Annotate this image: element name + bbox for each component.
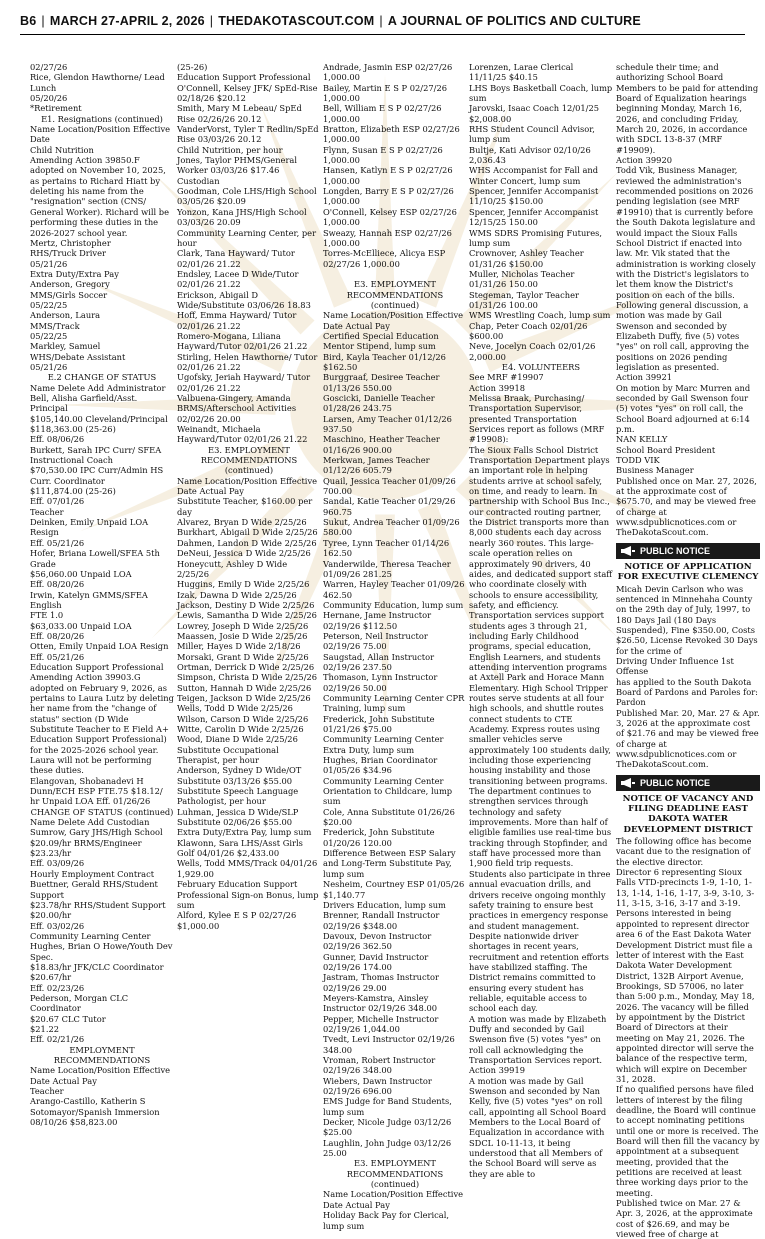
notice-text-line: Name Delete Add Administrator [30, 382, 166, 393]
notice-text-line: Flynn, Susan E S P 02/27/26 1,000.00 [323, 144, 446, 166]
notice-text-line: E3. EMPLOYMENT RECOMMENDATIONS (continued) [200, 444, 300, 476]
notice-text-line: See MRF #19907 [469, 372, 544, 383]
notice-text-line: Buettner, Gerald RHS/Student Support [30, 879, 161, 900]
notice-text-line: Irwin, Katelyn GMMS/SFEA English [30, 589, 151, 610]
notice-text-line: Pederson, Morgan CLC Coordinator [30, 992, 131, 1014]
notice-text-line: Nesheim, Courtney ESP 01/05/26 $1,140.77 [323, 879, 467, 900]
notice-text-line: Weinandt, Michaela Hayward/Tutor 02/01/26 21.22 [177, 424, 308, 445]
notice-text-line: Sumrow, Gary JHS/High School [30, 827, 163, 838]
notice-text-line: Name Location/Position Effective Date [30, 124, 173, 145]
notice-text-line: (25-26) [177, 62, 208, 72]
notice-text-line: Pepper, Michelle Instructor 02/19/26 1,044.00 [323, 1013, 441, 1034]
notice-text-line: EMS Judge for Band Students, lump sum [323, 1096, 455, 1117]
notice-text-line: Witte, Carolin D Wide 2/25/26 [177, 724, 304, 734]
notice-text-line: $18.83/hr JFK/CLC Coordinator [30, 961, 164, 972]
notice-text-line: $20.09/hr BRMS/Engineer [30, 837, 142, 848]
notice-text-line: Erickson, Abigail D Wide/Substitute 03/06/26 18.83 [177, 289, 311, 310]
notice-text-line: Micah Devin Carlson who was sentenced in Minnehaha County on the 29th day of July, 1997, to 180 Days Jail (180 Days Suspended), Fine $350.00, Costs $26.50, License Revoked 30 Days for the crime of [616, 583, 761, 656]
notice-text-line: MMS/Track [30, 320, 80, 331]
notice-text-line: $20.67/hr [30, 972, 72, 983]
notice-text-line: Deinken, Emily Unpaid LOA Resign [30, 517, 151, 538]
notice-text-line: Chap, Peter Coach 02/01/26 $600.00 [469, 320, 591, 341]
notice-text-line: Wells, Todd D Wide 2/25/26 [177, 703, 293, 714]
notice-text-line: Sandal, Katie Teacher 01/29/26 960.75 [323, 496, 458, 517]
notice-text-line: Luhman, Jessica D Wide/SLP Substitute 02/06/26 $55.00 [177, 806, 302, 828]
notice-text-line: Morsaki, Grant D Wide 2/25/26 [177, 651, 309, 662]
notice-text-line: Eff. 03/02/26 [30, 920, 85, 931]
notice-text-line: Smith, Mary M Lebeau/ SpEd Rise 02/26/26 20.12 [177, 103, 305, 124]
notice-text-line: Gunner, David Instructor 02/19/26 174.00 [323, 951, 431, 972]
notice-text-line: Bird, Kayla Teacher 01/12/26 $162.50 [323, 351, 449, 372]
notice-text-line: Yonzon, Kana JHS/High School 03/03/26 20.09 [177, 206, 310, 228]
notice-text-line: Sukut, Andrea Teacher 01/09/26 580.00 [323, 517, 463, 538]
notice-text-line: Name Location/Position Effective Date Actual Pay [30, 1065, 173, 1086]
notice-text-line: Lorenzen, Larae Clerical 11/11/25 $40.15 [469, 62, 576, 83]
notice-text-line [323, 269, 467, 279]
notice-text-line: Holiday Back Pay for Clerical, lump sum [323, 1210, 452, 1231]
notice-text-line: MMS/Girls Soccer [30, 289, 108, 300]
notice-text-line: Hoff, Emma Hayward/ Tutor 02/01/26 21.22 [177, 310, 299, 331]
notice-text-line: Bultje, Kati Advisor 02/10/26 2,036.43 [469, 144, 594, 166]
notice-text-line: Name Location/Position Effective Date Actual Pay [323, 310, 466, 331]
notice-text-line: Muller, Nicholas Teacher 01/31/26 150.00 [469, 268, 578, 290]
notice-text-line: Saugstad, Allan Instructor 02/19/26 237.50 [323, 651, 437, 672]
notice-text-line: Action 39920 [616, 155, 672, 166]
notice-text-line: $63,033.00 Unpaid LOA [30, 620, 132, 631]
notice-text-line: Name Delete Add Custodian [30, 817, 150, 828]
header-separator: | [209, 14, 214, 28]
notice-text-line: Goscicki, Danielle Teacher 01/28/26 243.75 [323, 393, 438, 414]
notice-text-line: Markley, Samuel [30, 341, 101, 352]
notice-text-line: $21.22 [30, 1023, 60, 1034]
notice-text-line: Sutton, Hannah D Wide 2/25/26 [177, 682, 312, 693]
notice-text-line: Vroman, Robert Instructor 02/19/26 348.00 [323, 1055, 438, 1076]
notice-text-line: Hofer, Briana Lowell/SFEA 5th Grade [30, 548, 163, 569]
notice-text-line: Spencer, Jennifer Accompanist 12/15/25 150.00 [469, 206, 601, 228]
notice-text-line: Vanderwilde, Theresa Teacher 01/09/26 281.25 [323, 558, 454, 579]
notice-text-line: The department continues to strengthen services through technology and safety improvements. More than half of eligible families use real-time bus tracking through Stopfinder, and staff have processed more than 1,900 field trip requests. Students also participate in three annual evacuation drills, and drivers receive ongoing monthly safety training to ensure best practices in emergency response and student management. [469, 786, 614, 931]
notice-text-line: Community Learning Center, per hour [177, 227, 319, 248]
notice-text-line: Neve, Jocelyn Coach 02/01/26 2,000.00 [469, 341, 599, 362]
notice-text-line: Peterson, Neil Instructor 02/19/26 75.00 [323, 630, 431, 652]
notice-text-line: A motion was made by Elizabeth Duffy and seconded by Gail Swenson five (5) votes "yes" on roll call acknowledging the Transportation Services report. [469, 1013, 609, 1065]
notice-text-line: Miller, Hayes D Wide 2/18/26 [177, 641, 301, 652]
notice-text-line: Eff. 02/23/26 [30, 982, 85, 993]
notice-text-line: Frederick, John Substitute 01/21/26 $75.00 [323, 713, 438, 734]
notice-columns [30, 62, 763, 1239]
notice-text-line: E1. Resignations (continued) [41, 113, 163, 124]
notice-title: NOTICE OF APPLICATION FOR EXECUTIVE CLEMENCY [617, 561, 759, 583]
notice-text-line: Eff. 05/21/26 [30, 537, 85, 548]
notice-title: NOTICE OF VACANCY AND FILING DEADLINE EAST DAKOTA WATER DEVELOPMENT DISTRICT [622, 793, 757, 835]
public-notice-label: PUBLIC NOTICE [640, 545, 711, 556]
notice-text-line: Bailey, Martin E S P 02/27/26 1,000.00 [323, 82, 450, 104]
notice-text-line: Action 39919 [469, 1065, 525, 1076]
notice-text-line: Teacher [30, 506, 64, 517]
notice-text-line: February Education Support Professional Sign-on Bonus, lump sum [177, 879, 322, 910]
notice-text-line: Eff. 08/20/26 [30, 579, 85, 590]
notice-text-line: Decker, Nicole Judge 03/12/26 $25.00 [323, 1117, 454, 1138]
notice-text-line: Name Location/Position Effective Date Actual Pay [177, 475, 320, 497]
notice-text-line: Clark, Tana Hayward/ Tutor 02/01/26 21.22 [177, 248, 298, 269]
notice-text-line: $111,874.00 (25-26) [30, 486, 116, 497]
notice-text-line: Merkwan, James Teacher 01/12/26 605.79 [323, 455, 433, 476]
notice-text-line: Published once on Mar. 27, 2026, at the approximate cost of $675.70, and may be viewed free of charge at www.sdpublicnotices.com or TheDakotaScout.com. [616, 475, 760, 538]
column-2 [177, 62, 321, 1130]
notice-text-line: Mertz, Christopher [30, 237, 111, 248]
notice-text-line: TODD VIK [616, 455, 660, 466]
notice-text-line: Extra Duty/Extra Pay, lump sum [177, 827, 312, 838]
notice-text-line: O'Connell, Kelsey JFK/ SpEd-Rise 02/18/26 $20.12 [177, 82, 321, 104]
notice-text-line: Maassen, Josie D Wide 2/25/26 [177, 630, 308, 641]
notice-text-line: Cole, Anna Substitute 01/26/26 $20.00 [323, 806, 458, 828]
notice-text-line: Alvarez, Bryan D Wide 2/25/26 [177, 517, 307, 528]
notice-text-line: E.2 CHANGE OF STATUS [47, 372, 157, 383]
notice-text-line: Todd Vik, Business Manager, reviewed the administration's recommended positions on 2026 pending legislation (see MRF #19910) that is currently before the South Dakota legislature and would impact the Sioux Falls School District if enacted into law. Mr. Vik stated that the administration is working closely with the District's legislators to let them know the District's position on each of the bills. [616, 165, 759, 300]
notice-text-line: Persons interested in being appointed to represent director area 6 of the East Dakota Water Development District must file a letter of interest with the East Dakota Water Development District, 132B Airport Avenue, Brookings, SD 57006, no later than 5:00 p.m., Monday, May 18, 2026. The vacancy will be filled by appointment by the District Board of Directors at their meeting on May 21, 2026. The appointed director will serve the balance of the respective term, which will expire on December 31, 2028. [616, 908, 758, 1084]
notice-text-line: WMS Wrestling Coach, lump sum [469, 310, 611, 321]
notice-text-line: Elangovan, Shobanadevi H Dunn/ECH ESP FTE.75 $18.12/ hr Unpaid LOA Eff. 01/26/26 [30, 775, 166, 807]
notice-text-line: Amending Action 39903.G adopted on February 9, 2026, as pertains to Laura Lutz by deleting her name from the "change of status" section (D Wide Substitute Teacher to E Field A+ Education Support Professional) for the 2025-2026 school year. Laura will not be performing these duties. [30, 672, 177, 776]
notice-text-line: Eff. 08/20/26 [30, 630, 85, 641]
notice-text-line: Jackson, Destiny D Wide 2/25/26 [177, 599, 315, 610]
notice-text-line: Business Manager [616, 465, 694, 476]
notice-text-line: Instructional Coach [30, 455, 114, 466]
notice-text-line: RHS Student Council Advisor, lump sum [469, 124, 598, 145]
notice-text-line: On motion by Marc Murren and seconded by Gail Swenson four (5) votes "yes" on roll call, the School Board adjourned at 6:14 p.m. [616, 382, 753, 435]
notice-text-line: Transportation services support students ages 3 through 21, including Early Childhood programs, special education, English Learners, and students attending intervention programs at Axtell Park and Horace Mann Elementary. High School Tripper routes serve students at all four high schools, and shuttle routes connect students to CTE Academy. Express routes using smaller vehicles serve approximately 100 students daily, including those experiencing housing instability and those transitioning between programs. [469, 610, 614, 786]
notice-text-line: Anderson, Sydney D Wide/OT Substitute 03/13/26 $55.00 [177, 765, 304, 786]
notice-text-line: $70,530.00 IPC Curr/Admin HS Curr. Coordinator [30, 465, 166, 486]
notice-text-line: Teigen, Jackson D Wide 2/25/26 [177, 692, 311, 703]
notice-text-line: Substitute Speech Language Pathologist, per hour [177, 786, 301, 807]
header-separator: | [41, 14, 45, 28]
notice-text-line: Goodman, Cole LHS/High School 03/05/26 $20.09 [177, 186, 320, 207]
notice-text-line: Lowrey, Joseph D Wide 2/25/26 [177, 620, 309, 631]
notice-text-line: 05/21/26 [30, 361, 68, 372]
notice-text-line: WMS SDRS Promising Futures, lump sum [469, 227, 605, 248]
megaphone-icon [620, 545, 636, 557]
notice-text-line: Burggraaf, Desiree Teacher 01/13/26 550.00 [323, 372, 443, 393]
notice-text-line: Eff. 08/06/26 [30, 434, 85, 445]
notice-text-line: CHANGE OF STATUS (continued) [30, 806, 174, 817]
page-number: B6 [20, 14, 37, 28]
notice-text-line: Dahmen, Landon D Wide 2/25/26 [177, 537, 317, 548]
notice-text-line: Thomason, Lynn Instructor 02/19/26 50.00 [323, 672, 441, 693]
notice-text-line: E3. EMPLOYMENT RECOMMENDATIONS (continued) [346, 1158, 446, 1190]
notice-text-line: Romero-Mogana, Liliana Hayward/Tutor 02/01/26 21.22 [177, 330, 308, 352]
notice-text-line: Klawonn, Sara LHS/Asst Girls Golf 04/01/26 $2,433.00 [177, 837, 306, 859]
notice-text-line: Community Learning Center CPR Training, lump sum [323, 692, 467, 714]
notice-text-line: Huggins, Emily D Wide 2/25/26 [177, 579, 310, 590]
header-rule [20, 34, 745, 35]
notice-text-line: Jarovski, Isaac Coach 12/01/25 $2,008.00 [469, 103, 602, 124]
column-3 [323, 62, 468, 1231]
notice-text-line: Stirling, Helen Hawthorne/ Tutor 02/01/26 21.22 [177, 351, 320, 372]
notice-text-line: Community Learning Center [30, 930, 151, 941]
notice-text-line: Hansen, Katlyn E S P 02/27/26 1,000.00 [323, 165, 456, 186]
notice-text-line: WHS Accompanist for Fall and Winter Concert, lump sum [469, 165, 601, 186]
site-name: THEDAKOTASCOUT.COM [218, 14, 375, 28]
notice-text-line: Action 39918 [469, 382, 525, 393]
notice-text-line: Eff. 07/01/26 [30, 496, 85, 507]
notice-text-line: Hourly Employment Contract [30, 868, 155, 879]
notice-text-line: $56,060.00 Unpaid LOA [30, 568, 132, 579]
megaphone-icon [620, 777, 636, 789]
notice-text-line: Jones, Taylor PHMS/General Worker 03/03/26 $17.46 [177, 155, 300, 176]
notice-text-line: 05/20/26 [30, 93, 68, 104]
notice-text-line: E4. VOLUNTEERS [501, 361, 581, 372]
notice-text-line: VanderVorst, Tyler T Redlin/SpEd Rise 03/03/26 20.12 [177, 124, 322, 145]
notice-text-line: Substitute Teacher, $160.00 per day [177, 496, 315, 517]
notice-text-line: E3. EMPLOYMENT RECOMMENDATIONS (continued) [346, 279, 446, 310]
notice-text-line: Sweazy, Hannah ESP 02/27/26 1,000.00 [323, 227, 455, 248]
notice-text-line: schedule their time; and authorizing School Board Members to be paid for attending Board of Equalization hearings beginning Monday, March 16, 2026, and concluding Friday, March 20, 2026, in accordance with SDCL 13-8-37 (MRF #19909). [616, 62, 761, 155]
notice-text-line: EMPLOYMENT RECOMMENDATIONS [53, 1044, 151, 1065]
public-notice-banner [616, 543, 760, 559]
notice-text-line: NAN KELLY [616, 434, 668, 445]
issue-date: MARCH 27-APRIL 2, 2026 [49, 14, 205, 28]
notice-text-line: Tvedt, Levi Instructor 02/19/26 348.00 [323, 1034, 458, 1055]
notice-text-line: Bell, William E S P 02/27/26 1,000.00 [323, 103, 445, 124]
notice-text-line: Melissa Braak, Purchasing/ Transportation Supervisor, presented Transportation Services report as follows (MRF #19908): [469, 393, 608, 445]
notice-text-line: Valbuena-Gingery, Amanda BRMS/Afterschool Activities 02/02/26 20.00 [177, 393, 299, 424]
notice-text-line: Torres-McElliece, Alicya ESP 02/27/26 1,000.00 [323, 248, 448, 269]
notice-text-line: Driving Under Influence 1st Offense [616, 655, 737, 677]
notice-text-line: Substitute Occupational Therapist, per hour [177, 744, 282, 766]
notice-text-line: Eff. 02/21/26 [30, 1034, 85, 1045]
notice-text-line: Arango-Castillo, Katherin S Sotomayor/Spanish Immersion 08/10/26 $58,823.00 [30, 1096, 163, 1128]
notice-text-line: Wilson, Carson D Wide 2/25/26 [177, 713, 309, 724]
notice-text-line: LHS Boys Basketball Coach, lump sum [469, 82, 615, 104]
notice-text-line: Burkhart, Abigail D Wide 2/25/26 [177, 527, 318, 538]
notice-text-line: Hernane, Jame Instructor 02/19/26 $112.50 [323, 610, 434, 631]
notice-text-line: Hughes, Brian O Howe/Youth Dev Spec. [30, 941, 176, 962]
notice-text-line: Rice, Glendon Hawthorne/ Lead Lunch [30, 72, 168, 93]
notice-text-line: Teacher [30, 1086, 64, 1097]
notice-text-line: Difference Between ESP Salary and Long-Term Substitute Pay, lump sum [323, 848, 459, 879]
notice-text-line: Jastram, Thomas Instructor 02/19/26 29.00 [323, 972, 442, 993]
notice-text-line: Following general discussion, a motion was made by Gail Swenson and seconded by Elizabeth Duffy, five (5) votes "yes" on roll call, approving the positions on 2026 pending legislation as presented. [616, 299, 752, 372]
notice-text-line: The following office has become vacant due to the resignation of the elective director. [616, 836, 755, 867]
notice-text-line: Meyers-Kamstra, Ainsley Instructor 02/19/26 348.00 [323, 992, 438, 1014]
notice-text-line: Published twice on Mar. 27 & Apr. 3, 2026, at the approximate cost of $26.69, and may be viewed free of charge at [616, 1198, 756, 1239]
notice-text-line: Drivers Education, lump sum [323, 899, 446, 910]
notice-text-line: A motion was made by Gail Swenson and seconded by Nan Kelly, five (5) votes "yes" on roll call, appointing all School Board Members to the Local Board of Equalization in accordance with SDCL 10-11-13, it being understood that all Members of the School Board will serve as they are able to [469, 1075, 609, 1179]
notice-text-line: $105,140.00 Cleveland/Principal [30, 413, 168, 424]
notice-text-line: Warren, Hayley Teacher 01/09/26 462.50 [323, 579, 468, 600]
notice-text-line: FTE 1.0 [30, 610, 64, 621]
notice-text-line: $23.23/hr [30, 848, 72, 859]
public-notice-banner [616, 775, 760, 791]
notice-text-line: O'Connell, Kelsey ESP 02/27/26 1,000.00 [323, 206, 460, 228]
notice-text-line: Maschino, Heather Teacher 01/16/26 900.00 [323, 434, 443, 455]
notice-text-line: Ortman, Derrick D Wide 2/25/26 [177, 661, 315, 672]
notice-text-line: $20.67 CLC Tutor [30, 1013, 106, 1024]
column-4 [469, 62, 615, 1179]
notice-text-line: Laughlin, John Judge 03/12/26 25.00 [323, 1137, 454, 1159]
notice-text-line: Name Location/Position Effective Date Actual Pay [323, 1189, 466, 1210]
notice-text-line: Frederick, John Substitute 01/20/26 120.00 [323, 827, 438, 848]
column-5 [616, 62, 763, 1239]
notice-text-line: Wiebers, Dawn Instructor 02/19/26 696.00 [323, 1075, 435, 1097]
notice-text-line: Action 39921 [616, 372, 672, 383]
notice-text-line: $118,363.00 (25-26) [30, 424, 116, 435]
notice-text-line: Child Nutrition [30, 144, 94, 155]
notice-text-line: Child Nutrition, per hour [177, 144, 283, 155]
notice-text-line: Spencer, Jennifer Accompanist 11/10/25 $150.00 [469, 186, 601, 207]
notice-text-line: *Retirement [30, 103, 82, 114]
tagline: A JOURNAL OF POLITICS AND CULTURE [387, 14, 641, 28]
notice-text-line: Anderson, Laura [30, 310, 101, 321]
public-notice-label: PUBLIC NOTICE [640, 777, 711, 788]
notice-text-line: Stegeman, Taylor Teacher 01/31/26 100.00 [469, 289, 582, 310]
notice-text-line: Izak, Dawna D Wide 2/25/26 [177, 589, 297, 600]
notice-text-line: Alford, Kylee E S P 02/27/26 $1,000.00 [177, 910, 299, 931]
notice-text-line: 05/22/25 [30, 330, 68, 341]
notice-text-line: Eff. 05/21/26 [30, 651, 85, 662]
notice-text-line: Honeycutt, Ashley D Wide 2/25/26 [177, 558, 290, 579]
notice-text-line: Lewis, Samantha D Wide 2/25/26 [177, 610, 317, 621]
notice-text-line: Bratton, Elizabeth ESP 02/27/26 1,000.00 [323, 124, 463, 145]
notice-text-line: has applied to the South Dakota Board of Pardons and Paroles for: Pardon [616, 676, 761, 708]
notice-text-line: Brenner, Randall Instructor 02/19/26 $348.00 [323, 910, 442, 931]
notice-text-line: DeNeui, Jessica D Wide 2/25/26 [177, 548, 311, 559]
notice-text-line: School Board President [616, 444, 716, 455]
notice-text-line: Published Mar. 20, Mar. 27 & Apr. 3, 2026 at the approximate cost of $21.76 and may be viewed free of charge at www.sdpublicnotices.com or TheDakotaScout.com. [616, 707, 763, 770]
notice-text-line: Longden, Barry E S P 02/27/26 1,000.00 [323, 186, 457, 207]
notice-text-line: Crownover, Ashley Teacher 01/31/26 $150.00 [469, 248, 587, 269]
notice-text-line: $23.78/hr RHS/Student Support [30, 899, 166, 910]
notice-text-line: Wood, Diane D Wide 2/25/26 [177, 734, 298, 745]
notice-text-line: Simpson, Christa D Wide 2/25/26 [177, 672, 318, 683]
notice-text-line: Hughes, Brian Coordinator 01/05/26 $34.96 [323, 755, 440, 776]
notice-text-line: $20.00/hr [30, 910, 72, 921]
notice-text-line: Amending Action 39850.F adopted on November 10, 2025, as pertains to Richard Hiatt by deleting his name from the "resignation" section (CNS/ General Worker). Richard will be performing these duties in the 2026-2027 school year. [30, 155, 172, 238]
notice-text-line: Community Education, lump sum [323, 599, 464, 610]
notice-text-line: Burkett, Sarah IPC Curr/ SFEA [30, 444, 162, 455]
notice-text-line: The Sioux Falls School District Transportation Department plays an important role in helping students arrive at school safely, on time, and ready to learn. In partnership with School Bus Inc., our contracted routing partner, the District transports more than 8,000 students each day across nearly 360 routes. This large-scale operation relies on approximately 90 drivers, 40 aides, and dedicated support staff who coordinate closely with schools to ensure accessibility, safety, and efficiency. [469, 444, 615, 610]
column-1 [30, 62, 177, 1130]
notice-text-line: Community Learning Center Extra Duty, lump sum [323, 734, 447, 755]
header-separator: | [379, 14, 383, 28]
notice-text-line: Quail, Jessica Teacher 01/09/26 700.00 [323, 475, 459, 497]
notice-text-line: Extra Duty/Extra Pay [30, 268, 119, 279]
notice-text-line: Otten, Emily Unpaid LOA Resign [30, 641, 169, 652]
notice-text-line: Davoux, Devon Instructor 02/19/26 362.50 [323, 930, 434, 952]
notice-text-line: 02/27/26 [30, 62, 68, 72]
notice-text-line: Community Learning Center Orientation to Childcare, lump sum [323, 775, 455, 807]
notice-text-line: Anderson, Gregory [30, 279, 110, 290]
notice-text-line: Bell, Alisha Garfield/Asst. Principal [30, 393, 140, 414]
notice-text-line: Larsen, Amy Teacher 01/12/26 937.50 [323, 413, 455, 435]
notice-text-line: Custodian [177, 175, 220, 186]
notice-text-line: RHS/Truck Driver [30, 248, 106, 259]
notice-text-line: 05/22/25 [30, 299, 68, 310]
notice-text-line: Andrade, Jasmin ESP 02/27/26 1,000.00 [323, 62, 455, 83]
notice-text-line: 05/21/26 [30, 258, 68, 269]
notice-text-line: Director 6 representing Sioux Falls VTD-precincts 1-9, 1-10, 1-13, 1-14, 1-16, 1-17, 3-9, 3-10, 3-11, 3-15, 3-16, 3-17 and 3-19. [616, 867, 755, 909]
notice-text-line: Despite nationwide driver shortages in recent years, recruitment and retention efforts have stabilized staffing. The District remains committed to ensuring every student has reliable, equitable access to school each day. [469, 930, 612, 1014]
notice-text-line: WHS/Debate Assistant [30, 351, 126, 362]
notice-text-line: Ugofsky, Jeriah Hayward/ Tutor 02/01/26 21.22 [177, 372, 313, 393]
notice-text-line: Education Support Professional [177, 72, 311, 83]
notice-text-line: Endsley, Lacee D Wide/Tutor 02/01/26 21.22 [177, 268, 302, 290]
notice-text-line: Tyree, Lynn Teacher 01/14/26 162.50 [323, 537, 452, 559]
notice-text-line: Eff. 03/09/26 [30, 858, 85, 869]
notice-text-line: Wells, Todd MMS/Track 04/01/26 1,929.00 [177, 858, 320, 879]
notice-text-line: Education Support Professional [30, 661, 164, 672]
notice-text-line: If no qualified persons have filed letters of interest by the filing deadline, the Board will continue to accept nominating petitions until one or more is received. The Board will then fill the vacancy by appointment at a subsequent meeting, provided that the petitions are received at least three working days prior to the meeting. [616, 1084, 763, 1198]
notice-text-line: Certified Special Education Mentor Stipend, lump sum [323, 330, 442, 352]
